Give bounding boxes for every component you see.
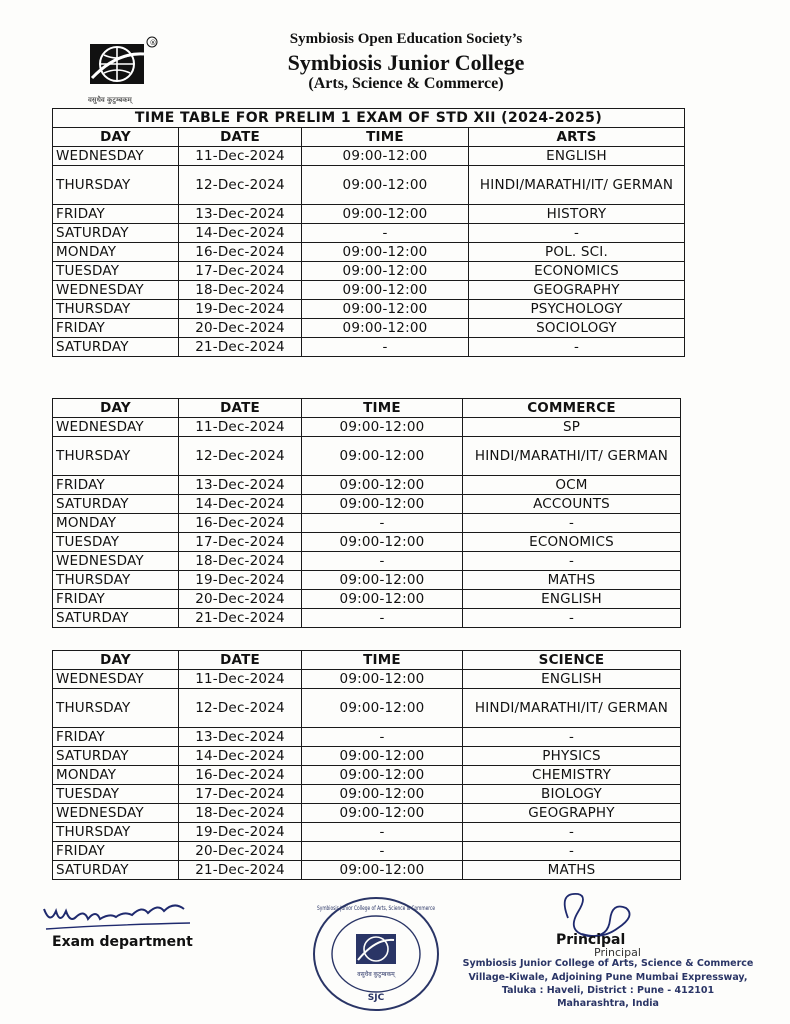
time-cell: 09:00-12:00	[302, 785, 463, 804]
subject-cell: BIOLOGY	[463, 785, 681, 804]
subject-cell: ACCOUNTS	[463, 495, 681, 514]
address-line-4: Maharashtra, India	[557, 998, 659, 1009]
subject-cell: PHYSICS	[463, 747, 681, 766]
time-cell: 09:00-12:00	[302, 747, 463, 766]
table-row	[53, 224, 685, 243]
subject-cell: MATHS	[463, 861, 681, 880]
date-cell: 18-Dec-2024	[179, 281, 302, 300]
day-cell: SATURDAY	[53, 747, 179, 766]
column-header-date: DATE	[179, 651, 302, 670]
time-cell: -	[302, 338, 469, 357]
timetable-title-row	[53, 109, 685, 128]
date-cell: 14-Dec-2024	[179, 224, 302, 243]
subject-cell: HINDI/MARATHI/IT/ GERMAN	[469, 166, 685, 205]
time-cell: -	[302, 224, 469, 243]
subject-cell: PSYCHOLOGY	[469, 300, 685, 319]
day-cell: THURSDAY	[53, 571, 179, 590]
table-row	[53, 766, 681, 785]
table-row	[53, 609, 681, 628]
subject-cell: SOCIOLOGY	[469, 319, 685, 338]
time-cell: -	[302, 514, 463, 533]
time-cell: -	[302, 842, 463, 861]
date-cell: 11-Dec-2024	[179, 670, 302, 689]
day-cell: FRIDAY	[53, 476, 179, 495]
date-cell: 12-Dec-2024	[179, 437, 302, 476]
time-cell: 09:00-12:00	[302, 147, 469, 166]
date-cell: 17-Dec-2024	[179, 262, 302, 281]
table-row	[53, 842, 681, 861]
seal-text: Symbiosis Junior College of Arts, Science & Commerce	[317, 905, 436, 912]
date-cell: 13-Dec-2024	[179, 728, 302, 747]
column-header-day: DAY	[53, 399, 179, 418]
time-cell: 09:00-12:00	[302, 571, 463, 590]
table-row	[53, 804, 681, 823]
time-cell: 09:00-12:00	[302, 689, 463, 728]
day-cell: TUESDAY	[53, 533, 179, 552]
day-cell: TUESDAY	[53, 262, 179, 281]
seal-tagline: वसुधैव कुटुम्बकम्	[357, 971, 395, 978]
date-cell: 11-Dec-2024	[179, 147, 302, 166]
subject-cell: SP	[463, 418, 681, 437]
science-timetable	[52, 650, 681, 880]
subject-cell: -	[463, 609, 681, 628]
exam-signature-icon	[40, 895, 200, 935]
time-cell: 09:00-12:00	[302, 804, 463, 823]
registered-mark: ®	[149, 39, 157, 47]
date-cell: 14-Dec-2024	[179, 747, 302, 766]
day-cell: THURSDAY	[53, 300, 179, 319]
subject-cell: MATHS	[463, 571, 681, 590]
time-cell: 09:00-12:00	[302, 319, 469, 338]
subject-cell: OCM	[463, 476, 681, 495]
date-cell: 21-Dec-2024	[179, 338, 302, 357]
column-header-time: TIME	[302, 399, 463, 418]
time-cell: 09:00-12:00	[302, 205, 469, 224]
society-name: Symbiosis Open Education Society’s	[289, 31, 523, 47]
time-cell: 09:00-12:00	[302, 476, 463, 495]
principal-label: Principal	[556, 932, 626, 948]
subject-cell: ENGLISH	[463, 670, 681, 689]
date-cell: 13-Dec-2024	[179, 205, 302, 224]
table-row	[53, 495, 681, 514]
day-cell: SATURDAY	[53, 609, 179, 628]
table-row	[53, 689, 681, 728]
date-cell: 16-Dec-2024	[179, 514, 302, 533]
commerce-header-row	[53, 399, 681, 418]
date-cell: 12-Dec-2024	[179, 689, 302, 728]
day-cell: WEDNESDAY	[53, 281, 179, 300]
science-header-row	[53, 651, 681, 670]
address-line-1: Symbiosis Junior College of Arts, Science & Commerce	[462, 958, 754, 969]
day-cell: THURSDAY	[53, 437, 179, 476]
time-cell: -	[302, 609, 463, 628]
day-cell: FRIDAY	[53, 205, 179, 224]
day-cell: WEDNESDAY	[53, 552, 179, 571]
date-cell: 19-Dec-2024	[179, 300, 302, 319]
time-cell: -	[302, 728, 463, 747]
day-cell: FRIDAY	[53, 319, 179, 338]
column-header-date: DATE	[179, 399, 302, 418]
address-line-3: Taluka : Haveli, District : Pune - 412101	[501, 985, 715, 996]
date-cell: 16-Dec-2024	[179, 766, 302, 785]
day-cell: SATURDAY	[53, 224, 179, 243]
table-row	[53, 514, 681, 533]
time-cell: -	[302, 823, 463, 842]
table-row	[53, 823, 681, 842]
table-row	[53, 205, 685, 224]
day-cell: FRIDAY	[53, 842, 179, 861]
time-cell: 09:00-12:00	[302, 243, 469, 262]
day-cell: FRIDAY	[53, 728, 179, 747]
table-row	[53, 728, 681, 747]
column-header-day: DAY	[53, 651, 179, 670]
day-cell: MONDAY	[53, 514, 179, 533]
timetable-title: TIME TABLE FOR PRELIM 1 EXAM OF STD XII (2024-2025)	[53, 109, 685, 128]
college-streams: (Arts, Science & Commerce)	[308, 75, 504, 92]
time-cell: 09:00-12:00	[302, 437, 463, 476]
table-row	[53, 571, 681, 590]
subject-cell: POL. SCI.	[469, 243, 685, 262]
arts-timetable	[52, 108, 685, 357]
table-row	[53, 338, 685, 357]
table-row	[53, 300, 685, 319]
subject-cell: CHEMISTRY	[463, 766, 681, 785]
table-row	[53, 747, 681, 766]
date-cell: 18-Dec-2024	[179, 804, 302, 823]
college-name: Symbiosis Junior College	[287, 50, 525, 75]
column-header-time: TIME	[302, 128, 469, 147]
table-row	[53, 552, 681, 571]
subject-cell: GEOGRAPHY	[463, 804, 681, 823]
subject-cell: HINDI/MARATHI/IT/ GERMAN	[463, 437, 681, 476]
table-row	[53, 418, 681, 437]
subject-cell: -	[463, 552, 681, 571]
column-header-time: TIME	[302, 651, 463, 670]
subject-cell: HISTORY	[469, 205, 685, 224]
date-cell: 21-Dec-2024	[179, 609, 302, 628]
date-cell: 21-Dec-2024	[179, 861, 302, 880]
table-row	[53, 147, 685, 166]
column-header-date: DATE	[179, 128, 302, 147]
day-cell: THURSDAY	[53, 689, 179, 728]
time-cell: 09:00-12:00	[302, 766, 463, 785]
date-cell: 20-Dec-2024	[179, 319, 302, 338]
arts-header-row	[53, 128, 685, 147]
column-header-day: DAY	[53, 128, 179, 147]
college-seal-icon	[308, 892, 444, 1016]
date-cell: 17-Dec-2024	[179, 785, 302, 804]
table-row	[53, 670, 681, 689]
day-cell: WEDNESDAY	[53, 418, 179, 437]
date-cell: 13-Dec-2024	[179, 476, 302, 495]
table-row	[53, 437, 681, 476]
subject-cell: ENGLISH	[469, 147, 685, 166]
exam-signature-text: Mayur-Wani	[40, 895, 46, 896]
date-cell: 19-Dec-2024	[179, 571, 302, 590]
table-row	[53, 166, 685, 205]
day-cell: SATURDAY	[53, 495, 179, 514]
date-cell: 19-Dec-2024	[179, 823, 302, 842]
date-cell: 16-Dec-2024	[179, 243, 302, 262]
logo-tagline: वसुधैव कुटुम्बकम्	[88, 96, 132, 104]
day-cell: MONDAY	[53, 766, 179, 785]
day-cell: WEDNESDAY	[53, 804, 179, 823]
time-cell: 09:00-12:00	[302, 166, 469, 205]
time-cell: -	[302, 552, 463, 571]
table-row	[53, 590, 681, 609]
subject-cell: -	[463, 823, 681, 842]
subject-cell: ECONOMICS	[469, 262, 685, 281]
day-cell: FRIDAY	[53, 590, 179, 609]
column-header-subject: ARTS	[469, 128, 685, 147]
principal-stamp-label: Principal	[594, 946, 641, 959]
time-cell: 09:00-12:00	[302, 300, 469, 319]
date-cell: 18-Dec-2024	[179, 552, 302, 571]
table-row	[53, 533, 681, 552]
subject-cell: -	[469, 224, 685, 243]
subject-cell: GEOGRAPHY	[469, 281, 685, 300]
time-cell: 09:00-12:00	[302, 418, 463, 437]
date-cell: 20-Dec-2024	[179, 590, 302, 609]
time-cell: 09:00-12:00	[302, 533, 463, 552]
table-row	[53, 785, 681, 804]
subject-cell: -	[469, 338, 685, 357]
day-cell: THURSDAY	[53, 166, 179, 205]
subject-cell: -	[463, 514, 681, 533]
exam-department-label: Exam department	[52, 934, 193, 950]
subject-cell: -	[463, 842, 681, 861]
table-row	[53, 861, 681, 880]
subject-cell: ECONOMICS	[463, 533, 681, 552]
date-cell: 20-Dec-2024	[179, 842, 302, 861]
address-line-2: Village-Kiwale, Adjoining Pune Mumbai Expressway,	[468, 972, 748, 983]
time-cell: 09:00-12:00	[302, 262, 469, 281]
day-cell: SATURDAY	[53, 338, 179, 357]
day-cell: WEDNESDAY	[53, 147, 179, 166]
date-cell: 14-Dec-2024	[179, 495, 302, 514]
date-cell: 11-Dec-2024	[179, 418, 302, 437]
date-cell: 17-Dec-2024	[179, 533, 302, 552]
subject-cell: -	[463, 728, 681, 747]
subject-cell: ENGLISH	[463, 590, 681, 609]
column-header-subject: COMMERCE	[463, 399, 681, 418]
letterhead	[0, 28, 768, 104]
time-cell: 09:00-12:00	[302, 670, 463, 689]
day-cell: WEDNESDAY	[53, 670, 179, 689]
day-cell: SATURDAY	[53, 861, 179, 880]
time-cell: 09:00-12:00	[302, 495, 463, 514]
day-cell: MONDAY	[53, 243, 179, 262]
time-cell: 09:00-12:00	[302, 590, 463, 609]
date-cell: 12-Dec-2024	[179, 166, 302, 205]
table-row	[53, 281, 685, 300]
time-cell: 09:00-12:00	[302, 861, 463, 880]
day-cell: TUESDAY	[53, 785, 179, 804]
column-header-subject: SCIENCE	[463, 651, 681, 670]
table-row	[53, 243, 685, 262]
table-row	[53, 262, 685, 281]
commerce-timetable	[52, 398, 681, 628]
table-row	[53, 319, 685, 338]
subject-cell: HINDI/MARATHI/IT/ GERMAN	[463, 689, 681, 728]
table-row	[53, 476, 681, 495]
day-cell: THURSDAY	[53, 823, 179, 842]
seal-abbr: SJC	[367, 993, 385, 1003]
time-cell: 09:00-12:00	[302, 281, 469, 300]
